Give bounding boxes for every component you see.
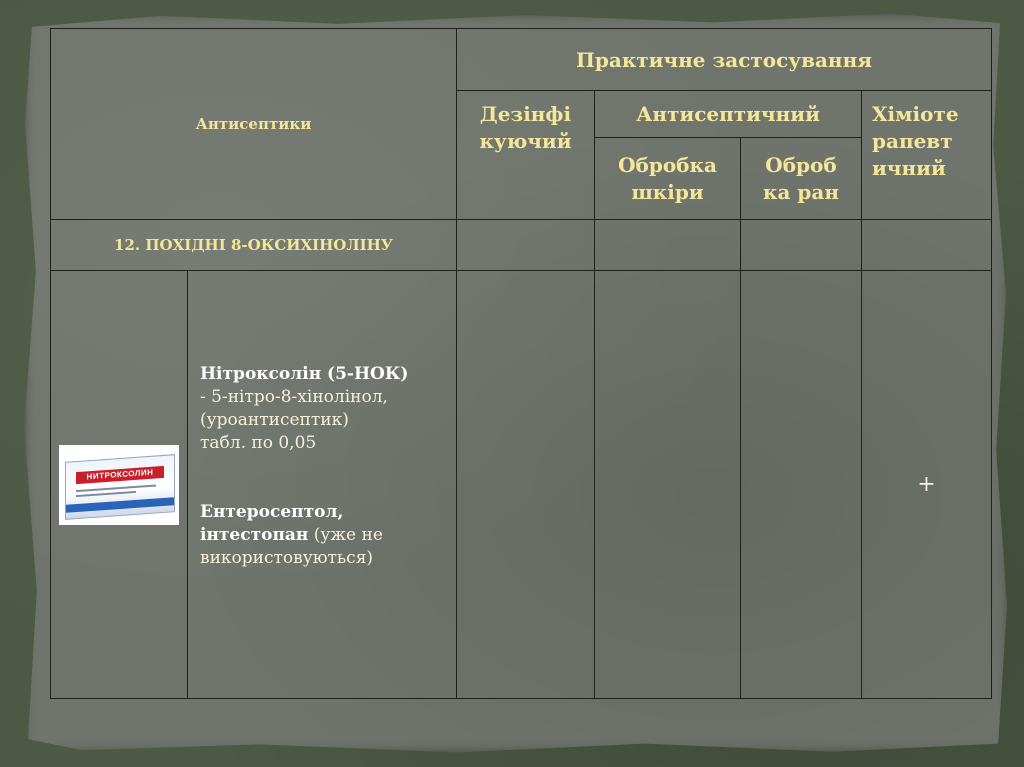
drug-name-nitroxoline: Нітроксолін (5-НОК): [200, 364, 409, 384]
drug-note: (уже не використовуються): [200, 525, 383, 568]
drug-name-enteroseptol: Ентеросептол, інтестопан: [200, 502, 344, 545]
header-disinfecting: Дезінфі куючий: [457, 91, 595, 220]
section-title: 12. ПОХІДНІ 8-ОКСИХІНОЛІНУ: [51, 220, 457, 271]
package-brand-label: НИТРОКСОЛИН: [76, 465, 164, 483]
drug-skin-cell: [595, 271, 741, 699]
header-chemotherapeutic: Хіміоте рапевт ичний: [862, 91, 992, 220]
package-stripe: [66, 497, 174, 513]
drug-disinfecting-cell: [457, 271, 595, 699]
section-row: [51, 220, 992, 271]
header-row-1: [51, 29, 992, 91]
header-antiseptic: Антисептичний: [595, 91, 862, 138]
drug-image-cell: [51, 271, 188, 699]
package-box: [65, 454, 175, 520]
header-wound-treatment: Оброб ка ран: [741, 138, 862, 220]
drug-chemo-cell: [862, 271, 992, 699]
drug-chemical-name: - 5-нітро-8-хінолінол,: [200, 387, 388, 407]
section-wound-cell: [741, 220, 862, 271]
nitroxoline-package-image: [59, 445, 179, 525]
header-practical-use: Практичне застосування: [457, 29, 992, 91]
drug-dosage: табл. по 0,05: [200, 433, 317, 453]
section-disinfecting-cell: [457, 220, 595, 271]
chemo-plus-mark: +: [917, 472, 936, 497]
drug-wound-cell: [741, 271, 862, 699]
section-chemo-cell: [862, 220, 992, 271]
drug-class: (уроантисептик): [200, 410, 349, 430]
drug-description-cell: [188, 271, 457, 699]
antiseptics-table: [50, 28, 992, 699]
package-text-line: [76, 484, 156, 492]
section-skin-cell: [595, 220, 741, 271]
header-skin-treatment: Обробка шкіри: [595, 138, 741, 220]
drug-row: [51, 271, 992, 699]
header-antiseptics: Антисептики: [51, 29, 457, 220]
antiseptics-table-container: [50, 28, 992, 699]
